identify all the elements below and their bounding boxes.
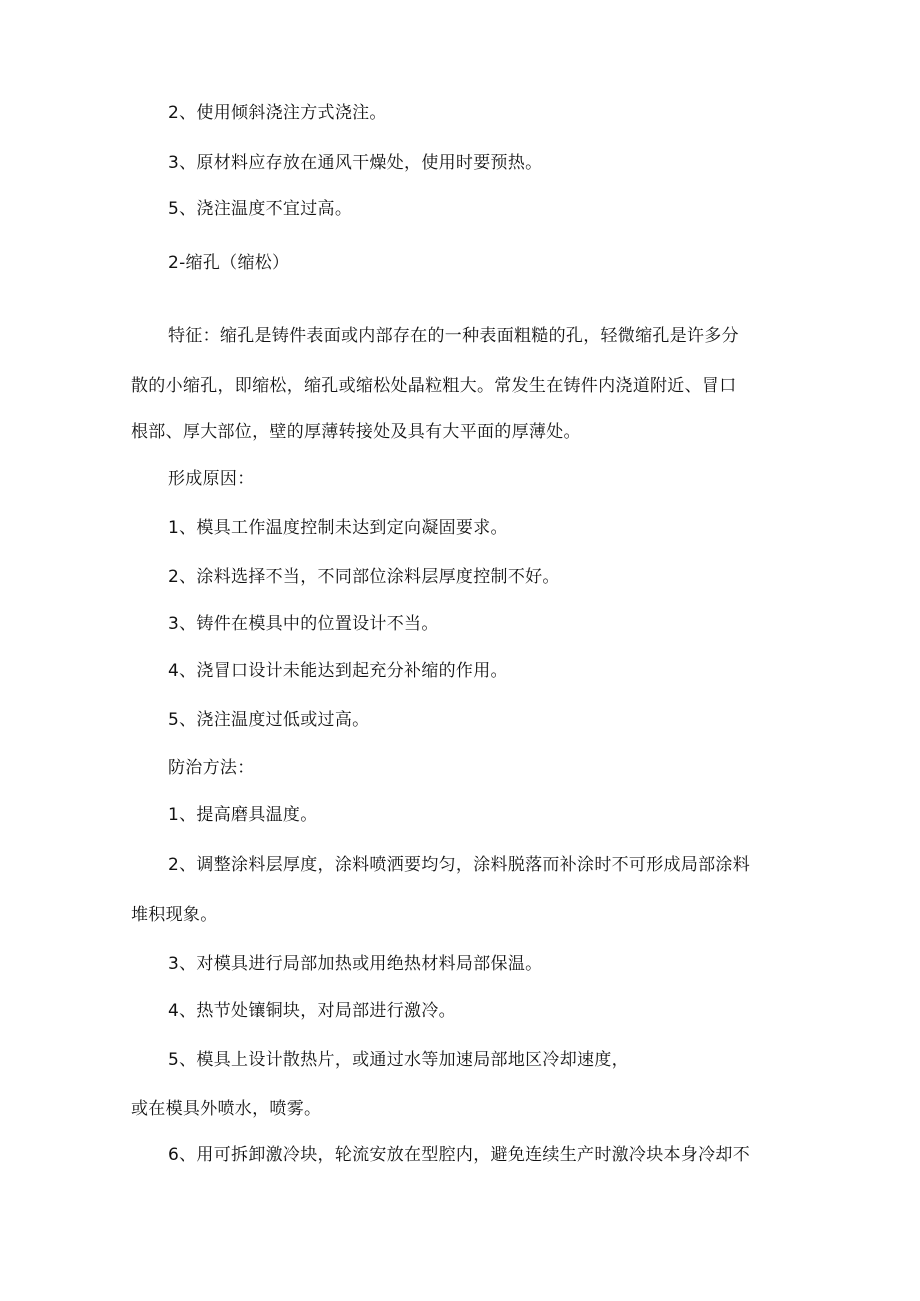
paragraph-line: 3、对模具进行局部加热或用绝热材料局部保温。 bbox=[168, 954, 543, 974]
paragraph-line: 5、浇注温度过低或过高。 bbox=[168, 710, 370, 730]
paragraph-line: 堆积现象。 bbox=[131, 905, 218, 925]
paragraph-line: 3、铸件在模具中的位置设计不当。 bbox=[168, 614, 439, 634]
paragraph-line: 2、调整涂料层厚度，涂料喷洒要均匀，涂料脱落而补涂时不可形成局部涂料 bbox=[168, 855, 751, 875]
paragraph-line: 1、提高磨具温度。 bbox=[168, 805, 318, 825]
subheading: 防治方法： bbox=[168, 758, 255, 778]
paragraph-line: 5、模具上设计散热片，或通过水等加速局部地区冷却速度， bbox=[168, 1050, 629, 1070]
paragraph-line: 或在模具外喷水，喷雾。 bbox=[131, 1099, 322, 1119]
paragraph-line: 3、原材料应存放在通风干燥处，使用时要预热。 bbox=[168, 153, 543, 173]
section-heading: 2-缩孔（缩松） bbox=[168, 253, 290, 273]
paragraph-line: 2、涂料选择不当，不同部位涂料层厚度控制不好。 bbox=[168, 567, 560, 587]
paragraph-line: 6、用可拆卸激冷块，轮流安放在型腔内，避免连续生产时激冷块本身冷却不 bbox=[168, 1145, 751, 1165]
paragraph-line: 散的小缩孔，即缩松，缩孔或缩松处晶粒粗大。常发生在铸件内浇道附近、冒口 bbox=[131, 376, 737, 396]
paragraph-line: 4、热节处镶铜块，对局部进行激冷。 bbox=[168, 1001, 456, 1021]
paragraph-line: 5、浇注温度不宜过高。 bbox=[168, 199, 353, 219]
subheading: 形成原因： bbox=[168, 469, 255, 489]
paragraph-line: 1、模具工作温度控制未达到定向凝固要求。 bbox=[168, 518, 508, 538]
paragraph-line: 特征：缩孔是铸件表面或内部存在的一种表面粗糙的孔，轻微缩孔是许多分 bbox=[168, 326, 739, 346]
paragraph-line: 2、使用倾斜浇注方式浇注。 bbox=[168, 103, 387, 123]
paragraph-line: 根部、厚大部位，壁的厚薄转接处及具有大平面的厚薄处。 bbox=[131, 422, 581, 442]
paragraph-line: 4、浇冒口设计未能达到起充分补缩的作用。 bbox=[168, 661, 508, 681]
